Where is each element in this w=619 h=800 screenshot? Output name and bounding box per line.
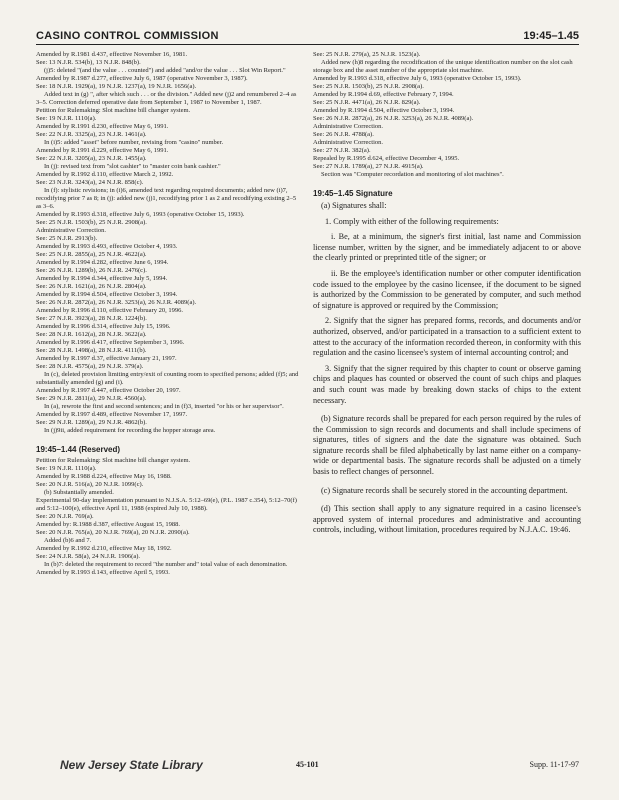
history-line: See: 20 N.J.R. 765(a), 20 N.J.R. 769(a), 20 N.J.R. 2090(a). [36, 529, 190, 536]
history-line: Amended by R.1991 d.229, effective May 6, 1991. [36, 147, 169, 154]
history-line: See: 29 N.J.R. 1289(a), 29 N.J.R. 4862(b). [36, 419, 147, 426]
section-1-45-body [313, 201, 581, 536]
history-line: Added (b)6 and 7. [44, 537, 92, 544]
history-line: Amended by R.1991 d.230, effective May 6, 1991. [36, 123, 169, 130]
history-line: In (f): stylistic revisions; in (i)6, amended text regarding required documents; added new (i)7, recodifying prior 7 as 8; in (j): added new (j)1, recodifying prior 1 as 2 and recodifying existing 2–5 as 3–6. [36, 187, 297, 210]
page-footer [36, 758, 579, 780]
history-line: Experimental 90-day implementation pursuant to N.J.S.A. 5:12–69(e), (P.L. 1987 c.354), 5:12–70(f) and 5:12–100(e), effective April 11, 1988 (expired July 10, 1988). [36, 497, 297, 512]
history-line: See: 27 N.J.R. 1789(a), 27 N.J.R. 4915(a). [313, 163, 424, 170]
history-line: Added new (h)8 regarding the recodification of the unique identification number on the slot cash storage box and the asset number of the appropriate slot machine. [313, 59, 573, 74]
library-stamp: New Jersey State Library [60, 758, 203, 772]
history-line: Petition for Rulemaking: Slot machine bill changer system. [36, 457, 191, 464]
history-line: Amended by R.1992 d.210, effective May 18, 1992. [36, 545, 172, 552]
history-line: Administrative Correction. [313, 139, 384, 146]
history-line: See: 25 N.J.R. 1503(b), 25 N.J.R. 2908(a). [36, 219, 147, 226]
history-line: See: 23 N.J.R. 3243(a), 24 N.J.R. 858(c). [36, 179, 144, 186]
history-line: See: 26 N.J.R. 1289(b), 26 N.J.R. 2476(c). [36, 267, 147, 274]
history-line: Amended by R.1994 d.504, effective October 3, 1994. [313, 107, 455, 114]
left-column [36, 51, 301, 741]
history-line: Amended by R.1997 d.489, effective November 17, 1997. [36, 411, 188, 418]
supplement-date: Supp. 11-17-97 [529, 760, 579, 769]
history-line: Amended by R.1994 d.344, effective July 5, 1994. [36, 275, 168, 282]
history-line: See: 26 N.J.R. 1621(a), 26 N.J.R. 2804(a). [36, 283, 147, 290]
history-line: Amended by R.1993 d.493, effective October 4, 1993. [36, 243, 178, 250]
rule-paragraph: (c) Signature records shall be securely stored in the accounting department. [321, 485, 568, 495]
history-line: See: 26 N.J.R. 4788(a). [313, 131, 374, 138]
rule-paragraph: (a) Signatures shall: [321, 201, 387, 210]
section-1-45-title: 19:45–1.45 Signature [313, 189, 393, 198]
history-line: (b) Substantially amended. [44, 489, 114, 496]
history-line: See: 25 N.J.R. 2913(b). [36, 235, 98, 242]
history-line: See: 13 N.J.R. 534(b), 13 N.J.R. 848(b). [36, 59, 141, 66]
history-line: See: 26 N.J.R. 2872(a), 26 N.J.R. 3253(a), 26 N.J.R. 4089(a). [36, 299, 197, 306]
history-line: See: 25 N.J.R. 2855(a), 25 N.J.R. 4622(a). [36, 251, 147, 258]
history-line: Section was "Computer recordation and monitoring of slot machines". [321, 171, 504, 178]
history-notes-1-44-cont [313, 51, 581, 179]
history-line: See: 25 N.J.R. 4471(a), 26 N.J.R. 829(a). [313, 99, 421, 106]
history-line: Amended by R.1993 d.318, effective July 6, 1993 (operative October 15, 1993). [36, 211, 245, 218]
header-title: CASINO CONTROL COMMISSION [36, 30, 219, 42]
rule-paragraph: ii. Be the employee's identification number or other computer identification code issued to the employee by the casino licensee, if the document to be signed is authorized by the Commission to be generated by computer, and such method of signature is approved or required by the Commission; [313, 268, 581, 310]
history-line: In (b)7: deleted the requirement to record "the number and" total value of each denomination. [44, 561, 288, 568]
running-header [36, 30, 579, 45]
history-line: See: 20 N.J.R. 516(a), 20 N.J.R. 1099(c). [36, 481, 144, 488]
history-line: Amended by R.1997 d.37, effective January 21, 1997. [36, 355, 177, 362]
history-line: Amended by R.1996 d.417, effective September 3, 1996. [36, 339, 185, 346]
history-line: See: 20 N.J.R. 769(a). [36, 513, 94, 520]
history-line: In (c), deleted provision limiting entry/exit of counting room to specified persons; added (f)5; and substantially amended (g) and (i). [36, 371, 299, 386]
history-line: Administrative Correction. [313, 123, 384, 130]
history-line: See: 26 N.J.R. 2872(a), 26 N.J.R. 3253(a), 26 N.J.R. 4089(a). [313, 115, 474, 122]
history-line: See: 28 N.J.R. 4575(a), 29 N.J.R. 379(a). [36, 363, 144, 370]
history-line: See: 27 N.J.R. 3923(a), 28 N.J.R. 1224(b). [36, 315, 147, 322]
right-column [313, 51, 581, 741]
history-line: See: 22 N.J.R. 3205(a), 23 N.J.R. 1455(a). [36, 155, 147, 162]
history-line: Amended by R.1994 d.69, effective February 7, 1994. [313, 91, 454, 98]
history-line: Administrative Correction. [36, 227, 107, 234]
header-section-number: 19:45–1.45 [523, 30, 579, 42]
history-line: Amended by R.1994 d.504, effective October 3, 1994. [36, 291, 178, 298]
history-line: Repealed by R.1995 d.624, effective December 4, 1995. [313, 155, 460, 162]
history-line: (j)5: deleted "(and the value . . . counted") and added "and/or the value . . . Slot Win Report." [44, 67, 286, 74]
history-line: Amended by R.1988 d.224, effective May 16, 1988. [36, 473, 172, 480]
history-line: In (i)5: added "asset" before number, revising from "casino" number. [44, 139, 224, 146]
history-line: In (a), rewrote the first and second sentences; and in (f)3, inserted "or his or her supervisor". [44, 403, 284, 410]
history-line: See: 25 N.J.R. 1503(b), 25 N.J.R. 2908(a). [313, 83, 424, 90]
history-line: See: 28 N.J.R. 1612(a), 28 N.J.R. 3622(a). [36, 331, 147, 338]
history-line: See: 29 N.J.R. 2811(a), 29 N.J.R. 4560(a). [36, 395, 147, 402]
page-number: 45-101 [296, 760, 319, 769]
history-line: In (j)9ii, added requirement for recording the hopper storage area. [44, 427, 216, 434]
history-line: Amended by R.1987 d.277, effective July 6, 1987 (operative November 3, 1987). [36, 75, 248, 82]
history-line: Amended by R.1993 d.318, effective July 6, 1993 (operative October 15, 1993). [313, 75, 522, 82]
history-line: Amended by R.1993 d.143, effective April 5, 1993. [36, 569, 170, 576]
rule-paragraph: 2. Signify that the signer has prepared forms, records, and documents and/or authorized, observed, and/or participated in a transaction to a sufficient extent to attest to the accuracy of the information recorded thereon, in conformity with this regulation and the casino licensee's system of internal accounting control; and [313, 316, 581, 358]
history-line: Amended by R.1981 d.437, effective November 16, 1981. [36, 51, 188, 58]
history-line: Added text in (g) ", after which such . . . or the division." Added new (j)2 and renumbered 2–4 as 3–5. Correction deferred operative date from September 1, 1987 to November 1, 1987. [36, 91, 297, 106]
rule-paragraph: i. Be, at a minimum, the signer's first initial, last name and Commission license number, written by the signer, and be immediately adjacent to or above the clearly printed or preprinted title of the signer; or [313, 232, 581, 263]
history-line: See: 28 N.J.R. 1498(a), 28 N.J.R. 4111(b). [36, 347, 147, 354]
history-line: Petition for Rulemaking: Slot machine bill changer system. [36, 107, 191, 114]
history-line: Amended by R.1994 d.282, effective June 6, 1994. [36, 259, 169, 266]
rule-paragraph: 1. Comply with either of the following requirements: [325, 216, 499, 226]
history-line: See: 18 N.J.R. 1929(a), 19 N.J.R. 1237(a), 19 N.J.R. 1656(a). [36, 83, 197, 90]
history-line: Amended by R.1996 d.110, effective February 20, 1996. [36, 307, 183, 314]
history-notes-1-43 [36, 51, 301, 435]
history-line: Amended by: R.1988 d.387, effective August 15, 1988. [36, 521, 180, 528]
history-line: Amended by R.1992 d.110, effective March 2, 1992. [36, 171, 174, 178]
history-line: See: 19 N.J.R. 1110(a). [36, 465, 97, 472]
history-line: In (j): revised text from "slot cashier" to "master coin bank cashier." [44, 163, 221, 170]
rule-paragraph: 3. Signify that the signer required by this chapter to count or observe gaming chips and plaques has counted or observed the count of such chips and plaques and such count was made by breaking down stacks of chips to the extent necessary. [313, 363, 581, 405]
history-line: See: 22 N.J.R. 3325(a), 23 N.J.R. 1461(a). [36, 131, 147, 138]
history-line: See: 27 N.J.R. 382(a). [313, 147, 371, 154]
section-1-44-title: 19:45–1.44 (Reserved) [36, 445, 121, 454]
history-line: Amended by R.1997 d.447, effective October 20, 1997. [36, 387, 181, 394]
history-line: See: 19 N.J.R. 1110(a). [36, 115, 97, 122]
history-notes-1-44 [36, 457, 301, 577]
history-line: See: 25 N.J.R. 279(a), 25 N.J.R. 1523(a). [313, 51, 421, 58]
rule-paragraph: (d) This section shall apply to any signature required in a casino licensee's approved system of internal procedures and administrative and accounting controls, including, without limitation, procedures required by N.J.A.C. 19:46. [313, 504, 581, 535]
history-line: Amended by R.1996 d.314, effective July 15, 1996. [36, 323, 171, 330]
rule-paragraph: (b) Signature records shall be prepared for each person required by the rules of the Commission to sign records and documents and shall include specimens of signatures, titles of signers and the date the signature was obtained. Such signature records shall be filed alphabetically by last name either on a company-wide or departmental basis. The signature records shall be adjusted on a timely basis to reflect changes of personnel. [313, 414, 581, 477]
history-line: See: 24 N.J.R. 58(a), 24 N.J.R. 1906(a). [36, 553, 140, 560]
